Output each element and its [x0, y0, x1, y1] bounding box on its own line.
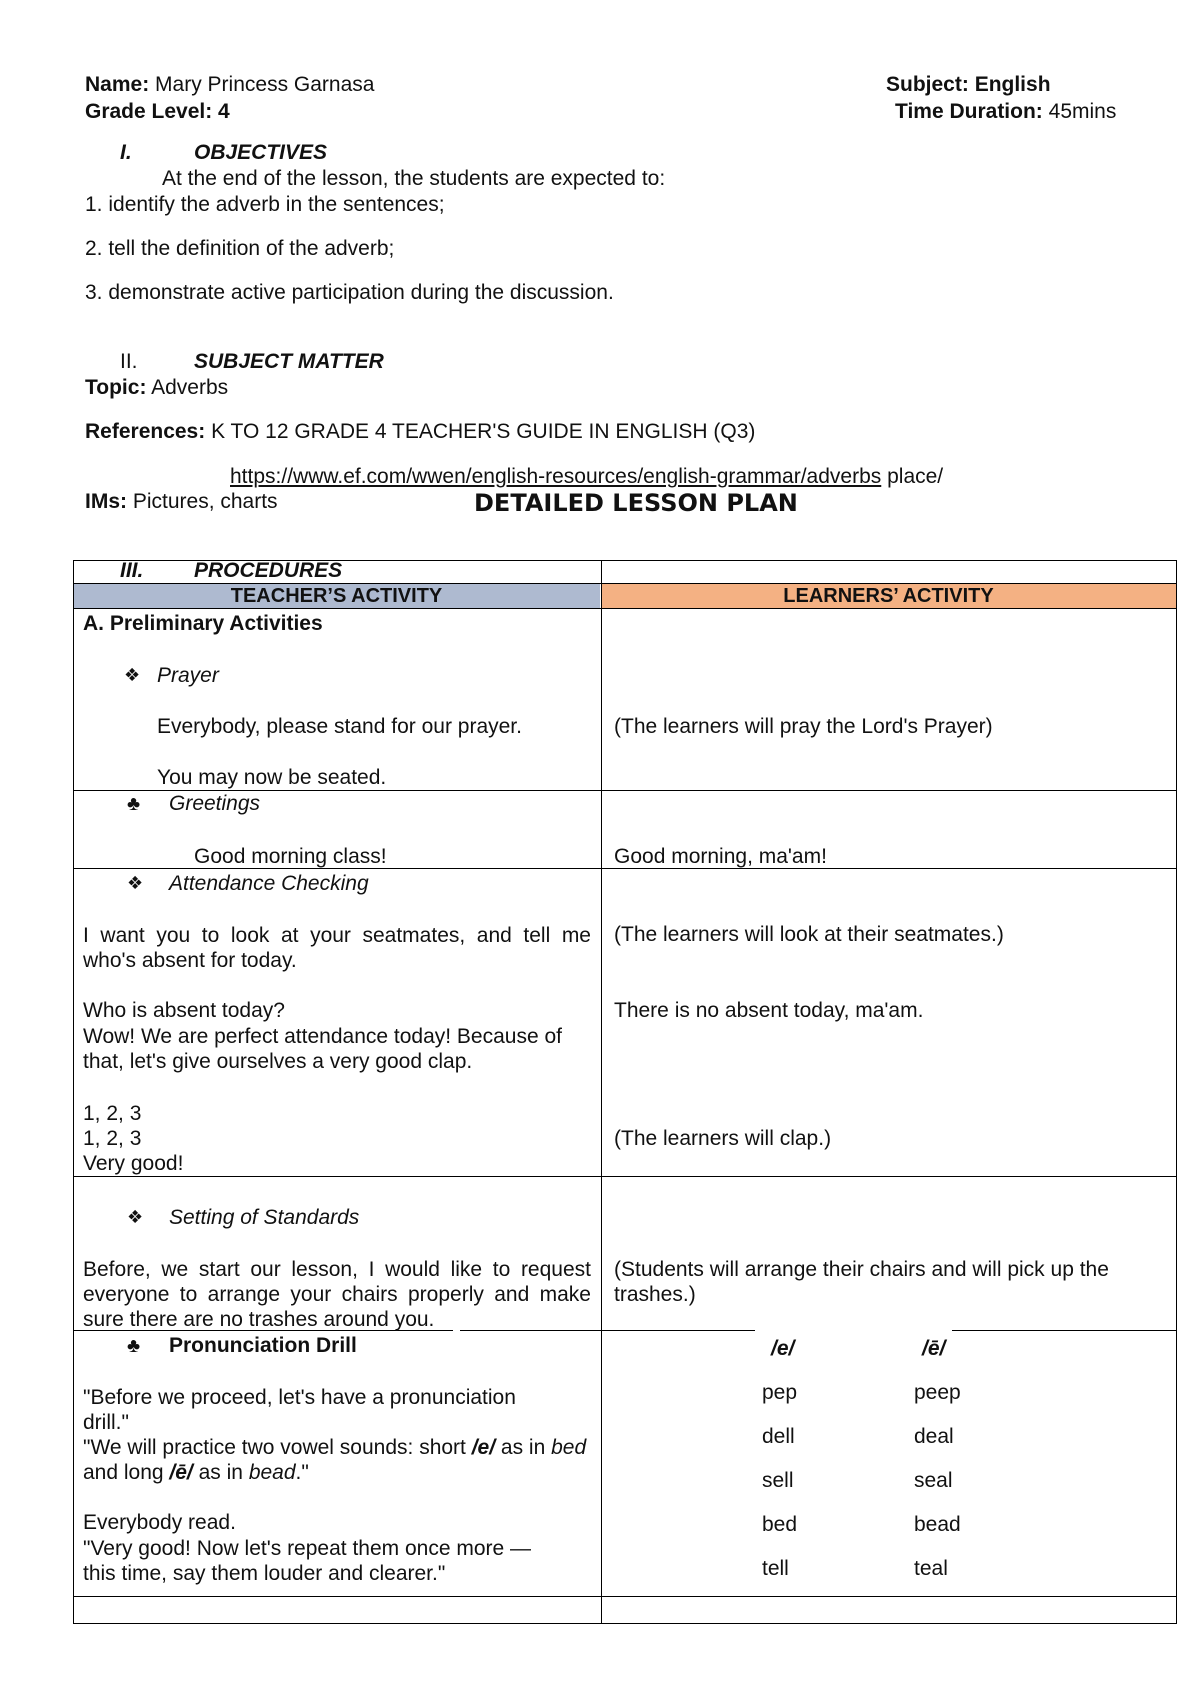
- club-bullet-icon: ♣: [127, 793, 141, 815]
- topic-value: Adverbs: [151, 376, 229, 399]
- pronunciation-teacher-text: Everybody read.: [83, 1511, 236, 1534]
- table-rule: [601, 560, 602, 1624]
- name-line: [85, 73, 374, 97]
- long-e-word: seal: [914, 1469, 953, 1492]
- ims-line: [85, 490, 278, 514]
- pronunciation-label: Pronunciation Drill: [169, 1334, 357, 1357]
- table-rule: [73, 608, 1177, 609]
- reference-link[interactable]: https://www.ef.com/wwen/english-resources/english-grammar/adverbs: [230, 465, 882, 488]
- prayer-learner-text: (The learners will pray the Lord's Prayer): [614, 715, 993, 738]
- objective-item: 3. demonstrate active participation during the discussion.: [85, 281, 614, 304]
- short-e-word: tell: [762, 1557, 789, 1580]
- greetings-teacher-text: Good morning class!: [194, 845, 387, 868]
- attendance-count: 1, 2, 3: [83, 1102, 142, 1125]
- table-rule: [73, 790, 1177, 791]
- table-rule: [73, 583, 1177, 584]
- attendance-learner-text: (The learners will look at their seatmates.): [614, 923, 1004, 946]
- pronunciation-teacher-text: [83, 1435, 598, 1485]
- attendance-teacher-text: Who is absent today?: [83, 999, 285, 1022]
- long-e-symbol: /ē/: [169, 1461, 193, 1484]
- short-e-word: dell: [762, 1425, 795, 1448]
- subject-line: [886, 73, 1051, 97]
- long-e-word: peep: [914, 1381, 961, 1404]
- diamond-bullet-icon: ❖: [124, 665, 141, 685]
- text-run: .": [295, 1461, 309, 1484]
- prayer-teacher-text: You may now be seated.: [157, 766, 387, 789]
- table-rule: [73, 1596, 1177, 1597]
- time-value: 45mins: [1048, 100, 1117, 123]
- ims-value: Pictures, charts: [132, 490, 278, 513]
- attendance-teacher-text: I want you to look at your seatmates, and tell me who's absent for today.: [83, 924, 591, 972]
- name-label: Name:: [85, 73, 150, 96]
- name-value: Mary Princess Garnasa: [155, 73, 375, 96]
- attendance-count: 1, 2, 3: [83, 1127, 142, 1150]
- pronunciation-teacher-text: "Before we proceed, let's have a pronunciation drill.": [83, 1386, 516, 1434]
- topic-line: [85, 376, 228, 400]
- reference-link-line: [230, 465, 943, 489]
- greetings-learner-text: Good morning, ma'am!: [614, 845, 827, 868]
- short-e-word: pep: [762, 1381, 798, 1404]
- objectives-intro: At the end of the lesson, the students are expected to:: [162, 167, 666, 190]
- pronunciation-teacher-text: "Very good! Now let's repeat them once more — this time, say them louder and clearer.": [83, 1537, 532, 1585]
- club-bullet-icon: ♣: [127, 1335, 141, 1357]
- text-run: as in: [495, 1436, 552, 1459]
- table-rule: [73, 1176, 1177, 1177]
- standards-teacher-text: Before, we start our lesson, I would like to request everyone to arrange your chairs properly and make sure there are no trashes around you.: [83, 1258, 591, 1331]
- objectives-heading: OBJECTIVES: [194, 141, 328, 164]
- prayer-teacher-text: Everybody, please stand for our prayer.: [157, 715, 522, 738]
- subject-label: Subject:: [886, 73, 969, 96]
- subject-matter-heading: SUBJECT MATTER: [194, 350, 384, 373]
- standards-label: Setting of Standards: [169, 1206, 360, 1229]
- word-bed: bed: [551, 1436, 587, 1459]
- procedures-heading: PROCEDURES: [194, 559, 343, 582]
- references-label: References:: [85, 420, 206, 443]
- subject-matter-numeral: II.: [120, 350, 138, 373]
- time-duration-line: [895, 100, 1116, 124]
- standards-learner-text: (Students will arrange their chairs and will pick up the trashes.): [614, 1258, 1109, 1306]
- objective-item: 1. identify the adverb in the sentences;: [85, 193, 445, 216]
- topic-label: Topic:: [85, 376, 147, 399]
- attendance-learner-text: There is no absent today, ma'am.: [614, 999, 924, 1022]
- reference-link-suffix: place/: [881, 465, 944, 488]
- preliminary-activities: A. Preliminary Activities: [83, 612, 323, 635]
- document-title: DETAILED LESSON PLAN: [474, 489, 798, 517]
- word-bead: bead: [248, 1461, 296, 1484]
- diamond-bullet-icon: ❖: [127, 1207, 144, 1227]
- table-rule: [952, 1330, 1177, 1331]
- short-e-word: sell: [762, 1469, 794, 1492]
- attendance-very-good: Very good!: [83, 1152, 184, 1175]
- ims-label: IMs:: [85, 490, 127, 513]
- references-value: K TO 12 GRADE 4 TEACHER'S GUIDE IN ENGLISH (Q3): [211, 420, 756, 443]
- short-e-symbol: /e/: [471, 1436, 496, 1459]
- table-rule: [1176, 560, 1177, 1624]
- procedures-numeral: III.: [120, 559, 144, 582]
- long-e-word: bead: [914, 1513, 961, 1536]
- grade-level: Grade Level: 4: [85, 100, 230, 123]
- references-line: [85, 420, 755, 444]
- time-label: Time Duration:: [895, 100, 1043, 123]
- attendance-learner-text: (The learners will clap.): [614, 1127, 832, 1150]
- short-e-word: bed: [762, 1513, 798, 1536]
- long-e-word: deal: [914, 1425, 954, 1448]
- subject-value: English: [974, 73, 1051, 96]
- objectives-numeral: I.: [120, 141, 132, 164]
- teacher-activity-header: TEACHER’S ACTIVITY: [73, 584, 600, 608]
- short-e-column-header: /e/: [771, 1337, 795, 1360]
- text-run: and long: [83, 1461, 170, 1484]
- text-run: as in: [192, 1461, 249, 1484]
- diamond-bullet-icon: ❖: [127, 873, 144, 893]
- table-rule: [73, 560, 74, 1624]
- prayer-label: Prayer: [157, 664, 219, 687]
- table-rule: [73, 1623, 1177, 1624]
- text-run: "We will practice two vowel sounds: short: [83, 1436, 472, 1459]
- long-e-column-header: /ē/: [922, 1337, 946, 1360]
- greetings-label: Greetings: [169, 792, 261, 815]
- learners-activity-header: LEARNERS’ ACTIVITY: [601, 584, 1176, 608]
- attendance-teacher-text: Wow! We are perfect attendance today! Because of that, let's give ourselves a very good clap.: [83, 1025, 563, 1073]
- objective-item: 2. tell the definition of the adverb;: [85, 237, 395, 260]
- attendance-label: Attendance Checking: [169, 872, 369, 895]
- long-e-word: teal: [914, 1557, 948, 1580]
